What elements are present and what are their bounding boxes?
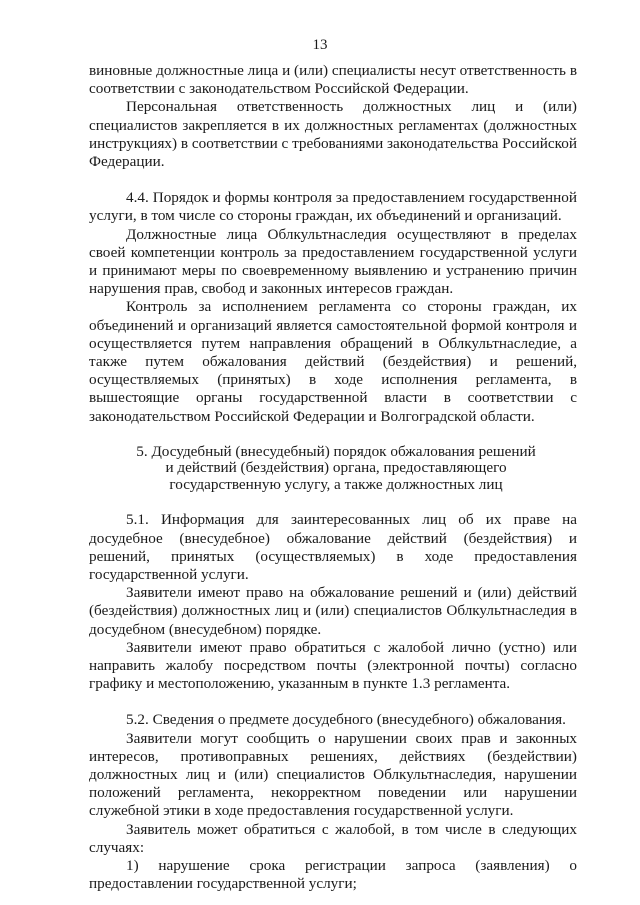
section-5-heading-line-2: и действий (бездействия) органа, предоставляющего — [165, 459, 507, 477]
paragraph-violations: Заявители могут сообщить о нарушении своих прав и законных интересов, противоправных решениях, действиях (бездействии) должностных лиц и (или) специалистов Облкультнаследия, нарушении положений регламента, некорректном поведении или нарушении служебной этики в ходе предоставления государственной услуги. — [89, 729, 577, 820]
section-5-heading-line-3: государственную услугу, а также должностных лиц — [169, 475, 503, 493]
paragraph-citizen-control: Контроль за исполнением регламента со стороны граждан, их объединений и организаций является самостоятельной формой контроля и осуществляется путем направления обращений в Облкультнаследие, а также путем обжалования действий (бездействия) и решений, осуществляемых (принятых) в ходе исполнения регламента, в вышестоящие органы государственной власти в соответствии с законодательством Российской Федерации и Волгоградской области. — [89, 298, 577, 425]
paragraph-responsibility: виновные должностные лица и (или) специалисты несут ответственность в соответствии с законодательством Российской Федерации. — [89, 62, 577, 98]
document-body — [89, 62, 577, 893]
paragraph-complaint-cases: Заявитель может обратиться с жалобой, в том числе в следующих случаях: — [89, 820, 577, 856]
paragraph-appeal-right: Заявители имеют право на обжалование решений и (или) действий (бездействия) должностных лиц и (или) специалистов Облкультнаследия в досудебном (внесудебном) порядке. — [89, 584, 577, 638]
section-5-heading-line-1: 5. Досудебный (внесудебный) порядок обжалования решений — [136, 442, 536, 460]
paragraph-5-1: 5.1. Информация для заинтересованных лиц об их праве на досудебное (внесудебное) обжалование действий (бездействия) и решений, принятых (осуществляемых) в ходе предоставления государственной услуги. — [89, 511, 577, 583]
paragraph-personal-responsibility: Персональная ответственность должностных лиц и (или) специалистов закрепляется в их должностных регламентах (должностных инструкциях) в соответствии с требованиями законодательства Российской Федерации. — [89, 98, 577, 171]
paragraph-4-4-heading: 4.4. Порядок и формы контроля за предоставлением государственной услуги, в том числе со стороны граждан, их объединений и организаций. — [89, 189, 577, 225]
page-number: 13 — [312, 37, 328, 53]
paragraph-complaint-methods: Заявители имеют право обратиться с жалобой лично (устно) или направить жалобу посредством почты (электронной почты) согласно графику и местоположению, указанным в пункте 1.3 регламента. — [89, 638, 577, 693]
section-5-heading — [89, 444, 577, 494]
paragraph-officials-control: Должностные лица Облкультнаследия осуществляют в пределах своей компетенции контроль за предоставлением государственной услуги и принимают меры по своевременному выявлению и устранению причин нарушения прав, свобод и законных интересов граждан. — [89, 225, 577, 298]
list-item-deadline-violation: 1) нарушение срока регистрации запроса (заявления) о предоставлении государственной услуги; — [89, 857, 577, 893]
paragraph-5-2: 5.2. Сведения о предмете досудебного (внесудебного) обжалования. — [126, 711, 566, 729]
